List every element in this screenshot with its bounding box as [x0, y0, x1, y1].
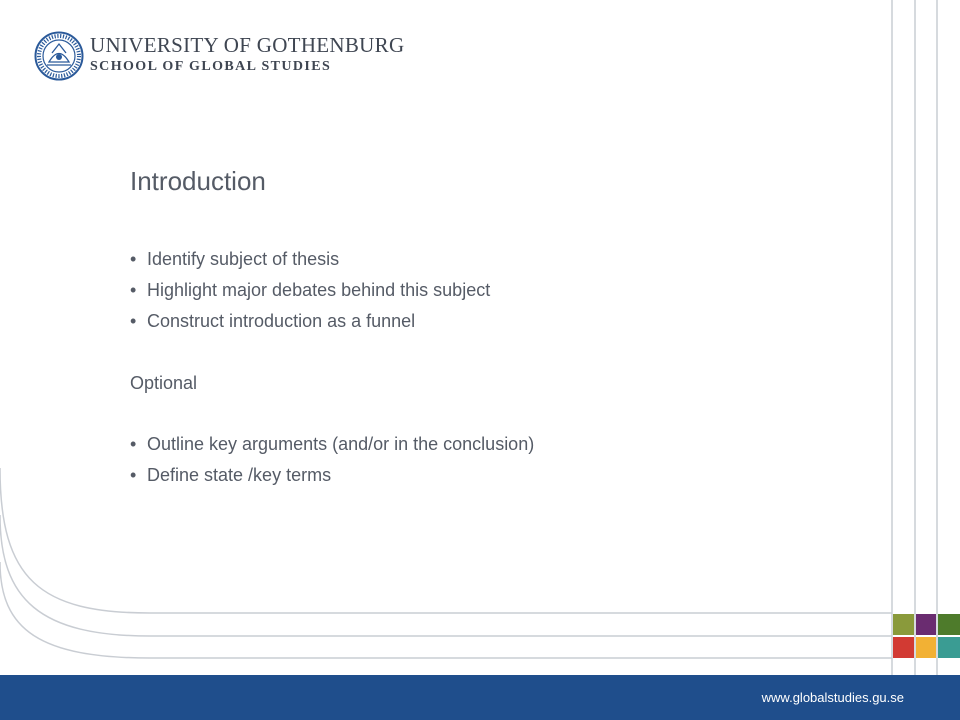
school-name: SCHOOL OF GLOBAL STUDIES — [90, 59, 332, 74]
square-green — [938, 614, 960, 635]
square-olive — [893, 614, 914, 635]
square-yellow — [916, 637, 936, 658]
curve-line-2 — [0, 515, 892, 636]
optional-bullet-list — [130, 429, 534, 491]
curve-line-3 — [0, 562, 892, 658]
university-name: UNIVERSITY OF GOTHENBURG — [90, 33, 405, 57]
university-brand — [90, 33, 404, 76]
bullet-item: • Construct introduction as a funnel — [130, 306, 490, 337]
optional-label: Optional — [130, 373, 198, 393]
slide-title: Introduction — [130, 166, 266, 196]
bullet-item: • Define state /key terms — [130, 460, 534, 491]
color-squares — [893, 614, 960, 658]
square-purple — [916, 614, 936, 635]
university-seal-icon — [34, 31, 84, 81]
bullet-item: • Outline key arguments (and/or in the conclusion) — [130, 429, 534, 460]
bullet-item: • Identify subject of thesis — [130, 244, 490, 275]
main-bullet-list — [130, 244, 490, 337]
bullet-item: • Highlight major debates behind this subject — [130, 275, 490, 306]
square-teal — [938, 637, 960, 658]
footer-url[interactable]: www.globalstudies.gu.se — [761, 690, 904, 705]
footer-bar — [0, 675, 960, 720]
square-red — [893, 637, 914, 658]
